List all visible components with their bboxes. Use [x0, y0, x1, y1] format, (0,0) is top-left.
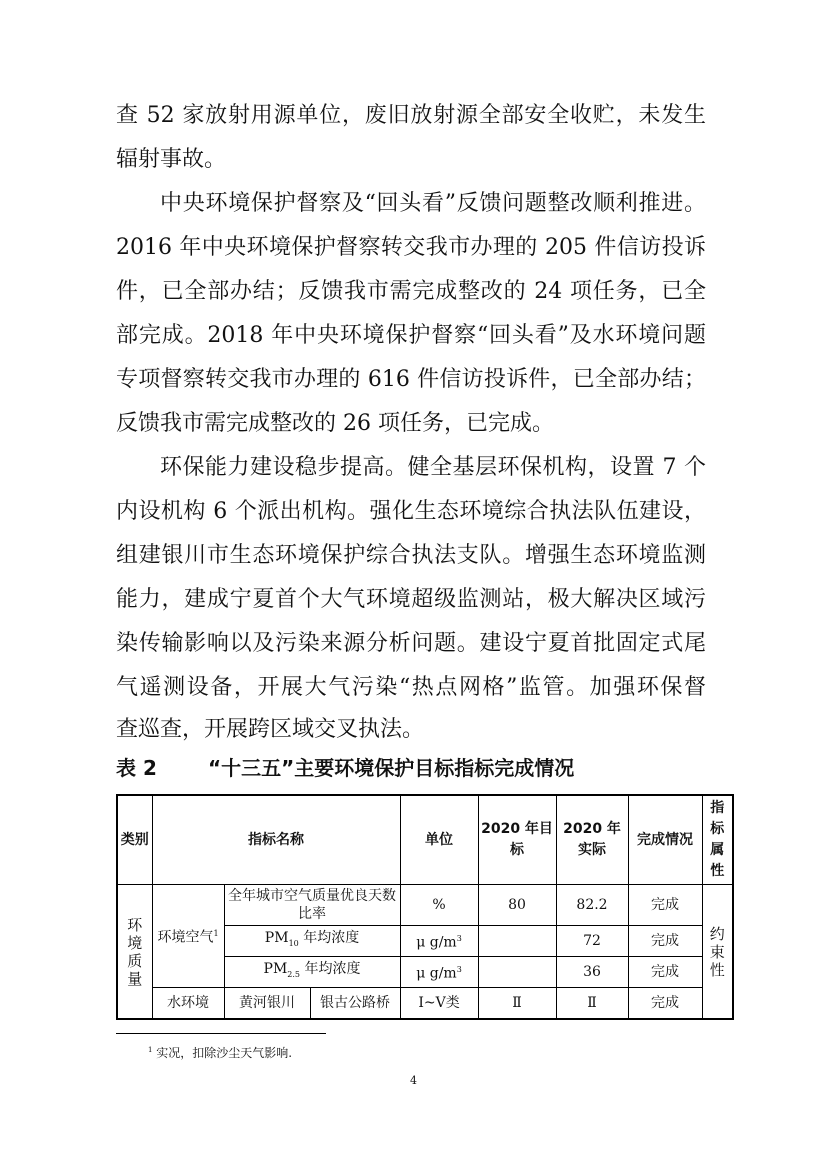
actual-cell: 82.2 — [556, 885, 628, 926]
table-header-row — [117, 795, 733, 885]
body-line: 内设机构 6 个派出机构。强化生态环境综合执法队伍建设， — [116, 499, 706, 524]
targets-table — [116, 794, 734, 1020]
target-cell — [478, 926, 556, 957]
actual-cell: Ⅱ — [556, 988, 628, 1020]
body-line: 查 52 家放射用源单位，废旧放射源全部安全收贮，未发生 — [116, 103, 706, 128]
body-line: 辐射事故。 — [116, 147, 227, 172]
target-cell: 80 — [478, 885, 556, 926]
indicator-name: $PM_{10}$ 年均浓度 — [224, 926, 400, 957]
header-indicator: 指标名称 — [152, 795, 400, 885]
indicator-name: 全年城市空气质量优良天数比率 — [224, 885, 400, 926]
actual-cell: 72 — [556, 926, 628, 957]
body-line: 件，已全部办结；反馈我市需完成整改的 24 项任务，已全 — [116, 279, 706, 304]
indicator-name: $PM_{2.5}$ 年均浓度 — [224, 957, 400, 988]
header-actual: 2020 年实际 — [556, 795, 628, 885]
category-cell: 环境质量 — [117, 885, 152, 1020]
table-row — [117, 988, 733, 1020]
header-attribute: 指标属性 — [702, 795, 733, 885]
body-line: 查巡查，开展跨区域交叉执法。 — [116, 717, 425, 742]
status-cell: 完成 — [628, 885, 702, 926]
status-cell: 完成 — [628, 957, 702, 988]
river-cell: 黄河银川 — [224, 988, 310, 1020]
unit-cell: Ⅰ~Ⅴ类 — [400, 988, 478, 1020]
unit-cell: % — [400, 885, 478, 926]
target-cell — [478, 957, 556, 988]
header-target: 2020 年目标 — [478, 795, 556, 885]
body-line: 能力，建成宁夏首个大气环境超级监测站，极大解决区域污 — [116, 587, 706, 612]
body-line: 部完成。2018 年中央环境保护督察“回头看”及水环境问题 — [116, 323, 706, 348]
body-line: 环保能力建设稳步提高。健全基层环保机构，设置 7 个 — [160, 455, 706, 480]
unit-cell: μ $g/m^3$ — [400, 957, 478, 988]
body-line: 气遥测设备，开展大气污染“热点网格”监管。加强环保督 — [116, 675, 706, 700]
footnote-rule — [116, 1033, 326, 1034]
air-group-cell: 环境空气$^1$ — [152, 885, 224, 988]
table-title: “十三五”主要环境保护目标指标完成情况 — [208, 756, 575, 780]
body-line: 反馈我市需完成整改的 26 项任务，已完成。 — [116, 411, 554, 436]
footnote: $^1$ 实况，扣除沙尘天气影响. — [148, 1046, 293, 1060]
water-group-cell: 水环境 — [152, 988, 224, 1020]
attribute-cell: 约束性 — [702, 885, 733, 1020]
body-line: 组建银川市生态环境保护综合执法支队。增强生态环境监测 — [116, 543, 706, 568]
target-cell: Ⅱ — [478, 988, 556, 1020]
unit-cell: μ $g/m^3$ — [400, 926, 478, 957]
status-cell: 完成 — [628, 988, 702, 1020]
body-line: 染传输影响以及污染来源分析问题。建设宁夏首批固定式尾 — [116, 631, 706, 656]
page-number: 4 — [410, 1074, 417, 1087]
table-row — [117, 885, 733, 926]
header-status: 完成情况 — [628, 795, 702, 885]
table-number: 表 2 — [116, 756, 157, 780]
header-unit: 单位 — [400, 795, 478, 885]
table-caption — [116, 752, 574, 781]
actual-cell: 36 — [556, 957, 628, 988]
footnote-mark: 1 — [213, 929, 219, 939]
body-line: 2016 年中央环境保护督察转交我市办理的 205 件信访投诉 — [116, 235, 706, 260]
section-cell: 银古公路桥 — [310, 988, 400, 1020]
header-category: 类别 — [117, 795, 152, 885]
body-line: 中央环境保护督察及“回头看”反馈问题整改顺利推进。 — [160, 191, 706, 216]
body-line: 专项督察转交我市办理的 616 件信访投诉件，已全部办结； — [116, 367, 706, 392]
status-cell: 完成 — [628, 926, 702, 957]
